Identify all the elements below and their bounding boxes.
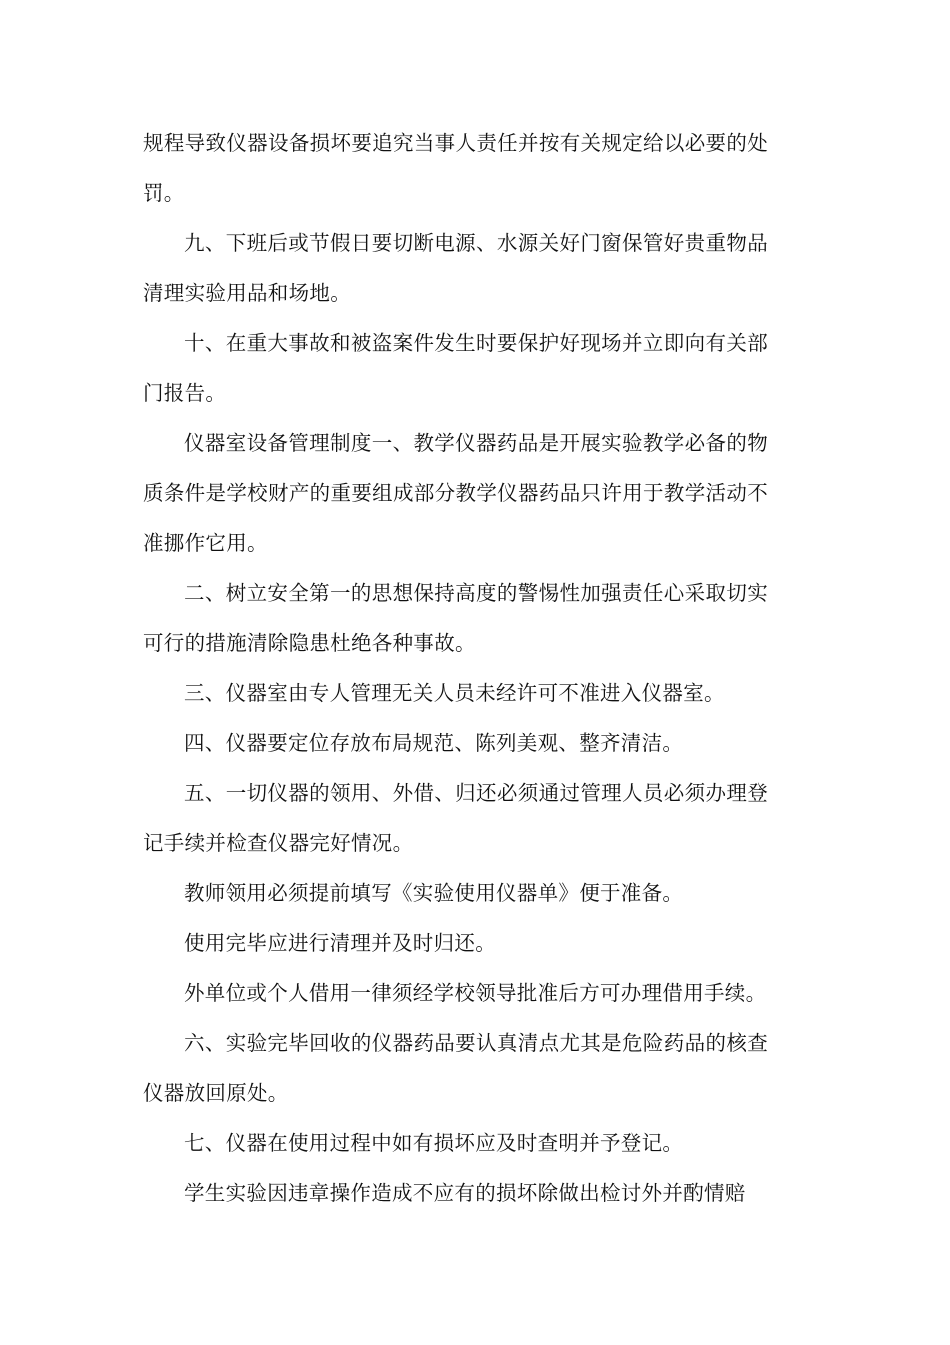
paragraph-item-10: 十、在重大事故和被盗案件发生时要保护好现场并立即向有关部门报告。 xyxy=(143,331,768,405)
paragraph-instrument-room-rule-2: 二、树立安全第一的思想保持高度的警惕性加强责任心采取切实可行的措施清除隐患杜绝各种事故。 xyxy=(143,581,768,655)
paragraph-return-after-use: 使用完毕应进行清理并及时归还。 xyxy=(184,931,496,955)
paragraph-instrument-room-rule-1: 仪器室设备管理制度一、教学仪器药品是开展实验教学必备的物质条件是学校财产的重要组成部分教学仪器药品只许用于教学活动不准挪作它用。 xyxy=(143,431,768,555)
paragraph-instrument-room-rule-4: 四、仪器要定位存放布局规范、陈列美观、整齐清洁。 xyxy=(184,731,684,755)
paragraph-teacher-borrowing: 教师领用必须提前填写《实验使用仪器单》便于准备。 xyxy=(184,881,684,905)
paragraph-item-9: 九、下班后或节假日要切断电源、水源关好门窗保管好贵重物品清理实验用品和场地。 xyxy=(143,231,768,305)
paragraph-continuation: 规程导致仪器设备损坏要追究当事人责任并按有关规定给以必要的处罚。 xyxy=(143,131,768,205)
paragraph-instrument-room-rule-5: 五、一切仪器的领用、外借、归还必须通过管理人员必须办理登记手续并检查仪器完好情况。 xyxy=(143,781,768,855)
paragraph-student-damage: 学生实验因违章操作造成不应有的损坏除做出检讨外并酌情赔 xyxy=(184,1181,746,1205)
paragraph-instrument-room-rule-6: 六、实验完毕回收的仪器药品要认真清点尤其是危险药品的核查仪器放回原处。 xyxy=(143,1031,768,1105)
paragraph-instrument-room-rule-7: 七、仪器在使用过程中如有损坏应及时查明并予登记。 xyxy=(184,1131,684,1155)
paragraph-external-borrowing: 外单位或个人借用一律须经学校领导批准后方可办理借用手续。 xyxy=(184,981,767,1005)
paragraph-instrument-room-rule-3: 三、仪器室由专人管理无关人员未经许可不准进入仪器室。 xyxy=(184,681,725,705)
document-body xyxy=(143,118,768,1218)
